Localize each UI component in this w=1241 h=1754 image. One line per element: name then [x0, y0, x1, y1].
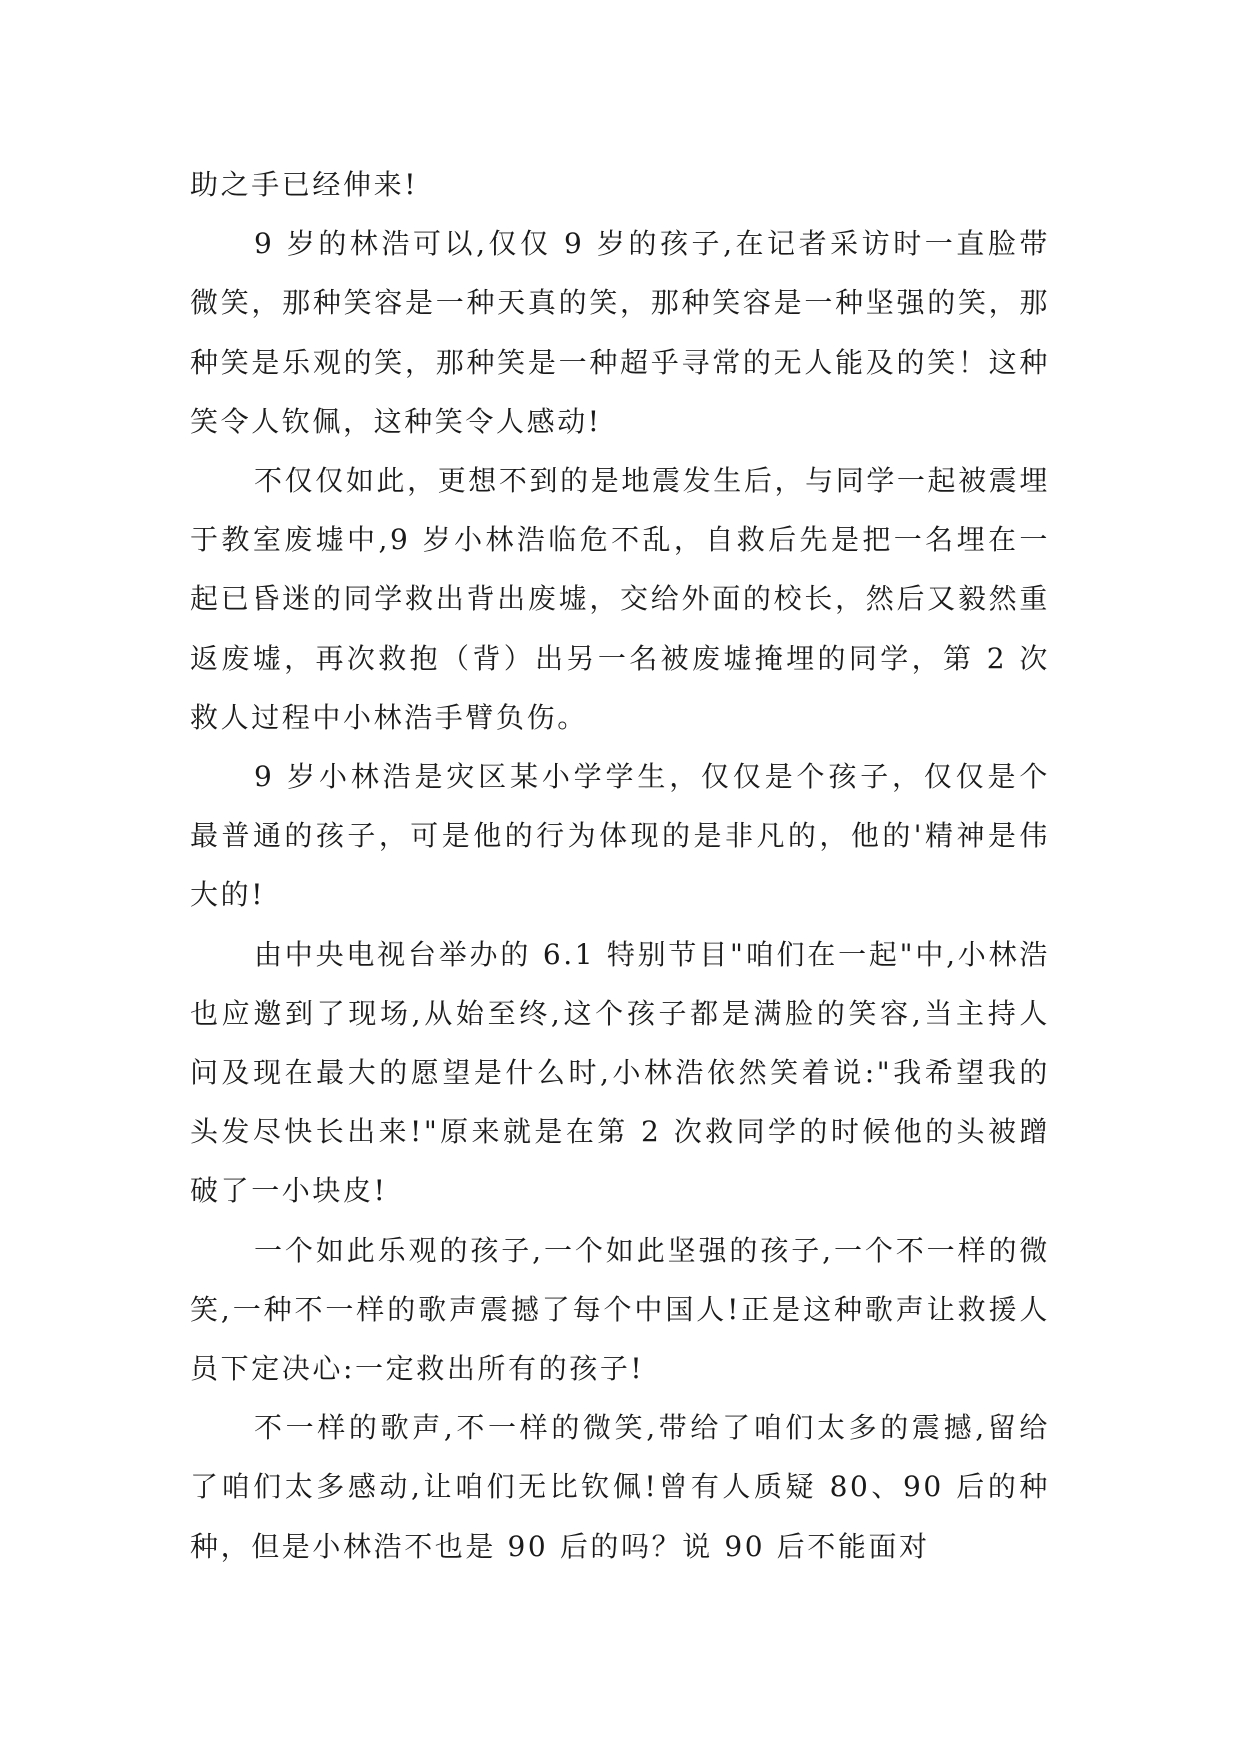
paragraph-2: 9 岁的林浩可以,仅仅 9 岁的孩子,在记者采访时一直脸带微笑，那种笑容是一种天真的笑，那种笑容是一种坚强的笑，那种笑是乐观的笑，那种笑是一种超乎寻常的无人能及的笑！这种笑令人钦佩，这种笑令人感动! [190, 227, 1050, 438]
paragraph-5: 由中央电视台举办的 6.1 特别节目"咱们在一起"中,小林浩也应邀到了现场,从始至终,这个孩子都是满脸的笑容,当主持人问及现在最大的愿望是什么时,小林浩依然笑着说:"我希望我的头发尽快长出来!"原来就是在第 2 次救同学的时候他的头被蹭破了一小块皮! [190, 937, 1050, 1208]
paragraph-3: 不仅仅如此，更想不到的是地震发生后，与同学一起被震埋于教室废墟中,9 岁小林浩临危不乱，自救后先是把一名埋在一起已昏迷的同学救出背出废墟，交给外面的校长，然后又毅然重返废墟，再次救抱（背）出另一名被废墟掩埋的同学，第 2 次救人过程中小林浩手臂负伤。 [190, 464, 1050, 734]
paragraph-7: 不一样的歌声,不一样的微笑,带给了咱们太多的震撼,留给了咱们太多感动,让咱们无比钦佩!曾有人质疑 80、90 后的种种，但是小林浩不也是 90 后的吗？说 90 后不能面对 [190, 1411, 1050, 1563]
paragraph-6: 一个如此乐观的孩子,一个如此坚强的孩子,一个不一样的微笑,一种不一样的歌声震撼了每个中国人!正是这种歌声让救援人员下定决心:一定救出所有的孩子! [190, 1233, 1050, 1386]
paragraph-4: 9 岁小林浩是灾区某小学学生，仅仅是个孩子，仅仅是个最普通的孩子，可是他的行为体现的是非凡的，他的'精神是伟大的! [190, 760, 1050, 912]
paragraph-1: 助之手已经伸来! [190, 168, 419, 201]
document-body [190, 155, 1050, 1576]
